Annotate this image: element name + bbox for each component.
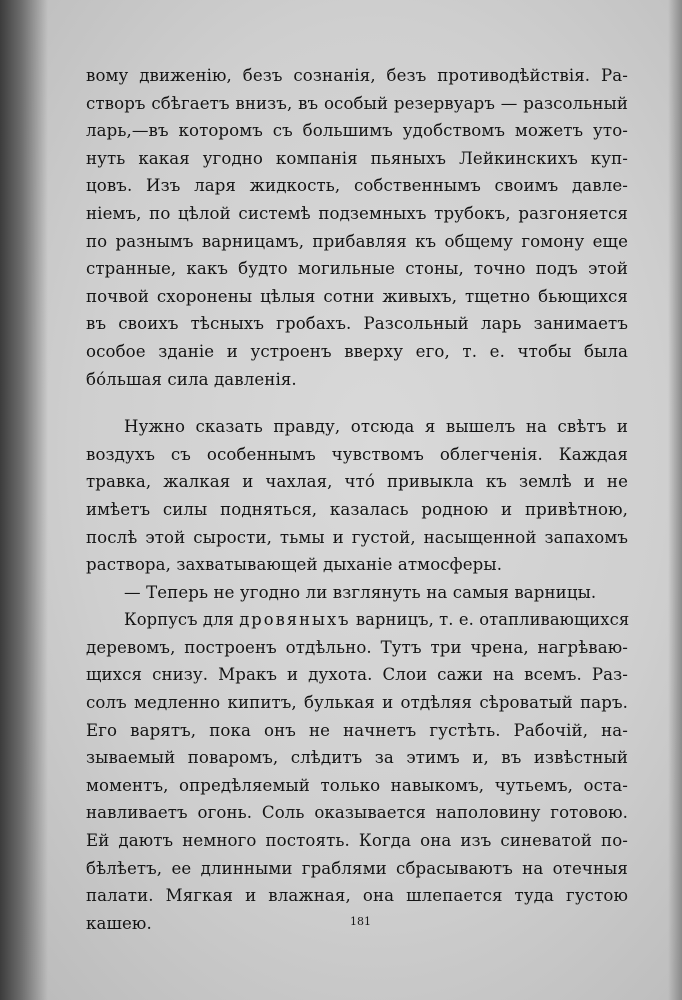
paragraph-gap <box>86 393 628 413</box>
text-line: Его варятъ, пока онъ не начнетъ густѣть. Рабочій, на- <box>86 720 628 740</box>
text-line: травка, жалкая и чахлая, что́ привыкла къ землѣ и не <box>86 472 628 492</box>
spaced-emphasis: дровяныхъ <box>239 610 351 630</box>
text-line: навливаетъ огонь. Соль оказывается наполовину готовою. <box>86 803 628 823</box>
text-line: бо́льшая сила давленія. <box>86 369 297 389</box>
text-line: въ своихъ тѣсныхъ гробахъ. Разсольный ларь занимаетъ <box>86 314 628 334</box>
text-segment: Корпусъ для <box>124 610 240 630</box>
text-line: особое зданіе и устроенъ вверху его, т. е. чтобы была <box>86 341 628 361</box>
text-line: воздухъ съ особеннымъ чувствомъ облегченія. Каждая <box>86 444 628 464</box>
text-line: деревомъ, построенъ отдѣльно. Тутъ три чрена, нагрѣваю- <box>86 637 628 657</box>
text-line: кашею. <box>86 913 152 933</box>
page-text <box>86 62 628 937</box>
text-line: цовъ. Изъ ларя жидкость, собственнымъ своимъ давле- <box>86 176 628 196</box>
paragraph-4 <box>86 606 628 937</box>
text-line: ніемъ, по цѣлой системѣ подземныхъ трубокъ, разгоняется <box>86 203 628 223</box>
text-line: раствора, захватывающей дыханіе атмосферы. <box>86 555 503 575</box>
text-line: почвой схоронены цѣлыя сотни живыхъ, тщетно бьющихся <box>86 286 628 306</box>
text-line: вому движенію, безъ сознанія, безъ противодѣйствія. Ра- <box>86 66 628 85</box>
text-line: странные, какъ будто могильные стоны, точно подъ этой <box>86 259 628 279</box>
text-line: имѣетъ силы подняться, казалась родною и привѣтною, <box>86 499 628 519</box>
text-line: бѣлѣетъ, ее длинными граблями сбрасываютъ на отечныя <box>86 858 628 878</box>
text-line: створъ сбѣгаетъ внизъ, въ особый резервуаръ — разсольный <box>86 93 628 113</box>
text-line: моментъ, опредѣляемый только навыкомъ, чутьемъ, оста- <box>86 775 628 795</box>
paragraph-1 <box>86 62 628 393</box>
page-edge-shadow <box>668 0 682 1000</box>
text-line: ларь,—въ которомъ съ большимъ удобствомъ можетъ уто- <box>86 121 628 141</box>
text-line: щихся снизу. Мракъ и духота. Слои сажи на всемъ. Раз- <box>86 665 628 685</box>
text-line <box>86 606 628 634</box>
page-number: 181 <box>350 915 371 928</box>
page-gutter-shadow <box>0 0 48 1000</box>
text-line: по разнымъ варницамъ, прибавляя къ общему гомону еще <box>86 231 628 251</box>
text-line: нуть какая угодно компанія пьяныхъ Лейкинскихъ куп- <box>86 148 628 168</box>
text-line: солъ медленно кипитъ, булькая и отдѣляя сѣроватый паръ. <box>86 693 628 713</box>
text-segment: варницъ, т. е. отапливающихся <box>350 610 630 630</box>
text-line: — Теперь не угодно ли взглянуть на самыя варницы. <box>124 582 597 602</box>
paragraph-2 <box>86 413 628 579</box>
text-line: Нужно сказать правду, отсюда я вышелъ на свѣтъ и <box>124 417 628 437</box>
text-line: Ей даютъ немного постоять. Когда она изъ синеватой по- <box>86 831 628 851</box>
text-line: послѣ этой сырости, тьмы и густой, насыщенной запахомъ <box>86 527 628 547</box>
text-line: палати. Мягкая и влажная, она шлепается туда густою <box>86 886 628 906</box>
paragraph-3 <box>86 579 628 607</box>
text-line: зываемый поваромъ, слѣдитъ за этимъ и, въ извѣстный <box>86 748 628 768</box>
